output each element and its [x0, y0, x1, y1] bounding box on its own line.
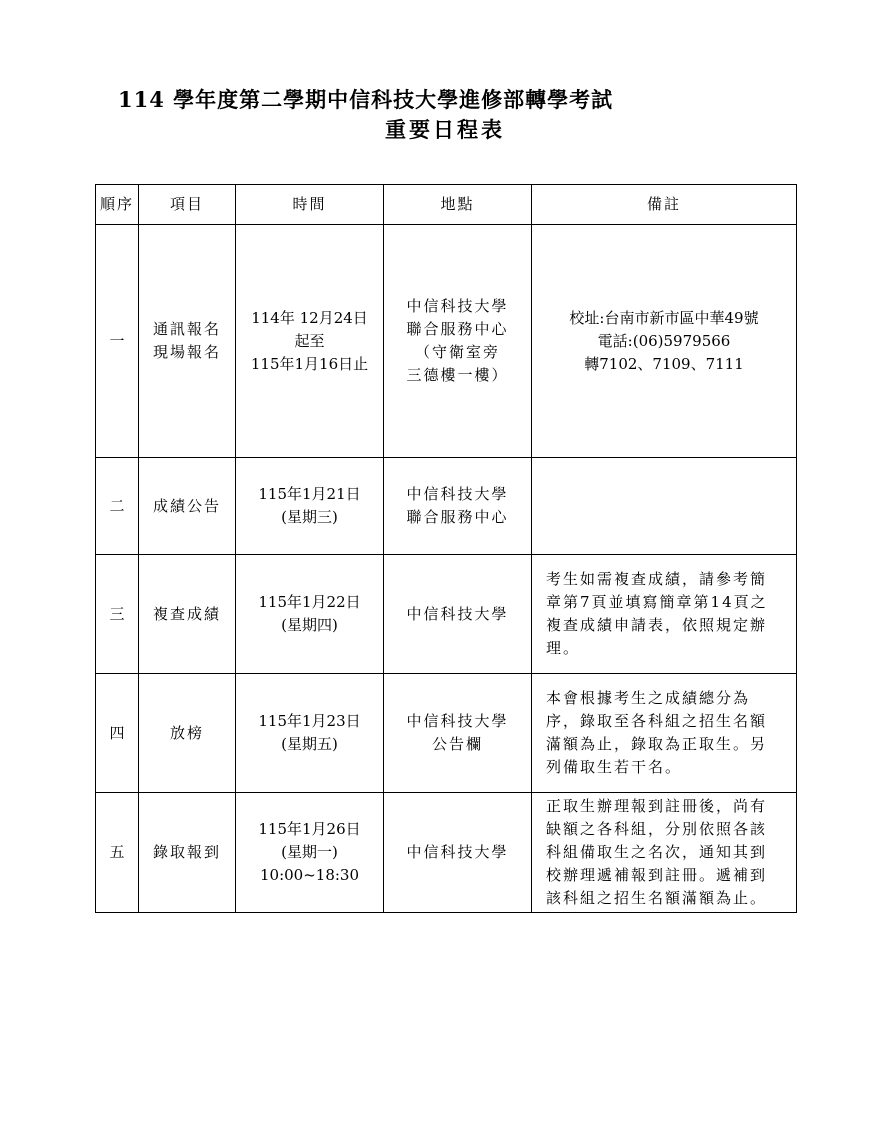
note-cell-line: 校址:台南市新市區中華49號 — [569, 308, 759, 327]
item-cell-line: 通訊報名 — [152, 320, 221, 338]
note-cell-line: 缺額之各科組，分別依照各該 — [546, 820, 768, 838]
item-cell — [139, 674, 236, 793]
schedule-table — [95, 184, 797, 913]
item-cell — [139, 225, 236, 458]
note-cell-line: 該科組之招生名額滿額為止。 — [546, 889, 768, 907]
document-subtitle: 重要日程表 — [385, 117, 505, 142]
place-cell — [384, 674, 532, 793]
table-row — [96, 674, 797, 793]
time-cell — [236, 555, 384, 674]
item-cell-line: 複查成績 — [152, 604, 221, 623]
order-cell: 三 — [96, 555, 139, 674]
place-cell-line: 聯合服務中心 — [406, 320, 509, 338]
time-cell-line: 115年1月23日 — [258, 712, 361, 730]
table-row — [96, 555, 797, 674]
item-cell — [139, 793, 236, 913]
place-cell — [384, 225, 532, 458]
table-row — [96, 793, 797, 913]
place-cell-line: 三德樓一樓） — [406, 366, 509, 384]
order-cell: 五 — [96, 793, 139, 913]
time-cell-line: (星期四) — [281, 616, 338, 634]
note-cell-line: 理。 — [546, 639, 581, 657]
place-cell — [384, 793, 532, 913]
time-cell-line: (星期五) — [281, 735, 338, 753]
place-cell-line: 中信科技大學 — [406, 843, 509, 861]
place-cell-line: 中信科技大學 — [406, 485, 509, 503]
note-cell-line: 序，錄取至各科組之招生名額 — [546, 712, 768, 730]
time-cell-line: 115年1月22日 — [258, 593, 361, 611]
note-cell-line: 校辦理遞補報到註冊。遞補到 — [546, 866, 768, 884]
place-cell — [384, 555, 532, 674]
order-cell: 四 — [96, 674, 139, 793]
note-cell-line: 複查成績申請表，依照規定辦 — [546, 616, 768, 634]
note-cell-line: 科組備取生之名次，通知其到 — [546, 843, 768, 861]
note-cell — [532, 555, 797, 674]
note-cell-line: 轉7102、7109、7111 — [584, 354, 744, 373]
item-cell-line: 成績公告 — [152, 496, 221, 515]
note-cell — [532, 793, 797, 913]
note-cell — [532, 225, 797, 458]
header-note: 備註 — [532, 185, 797, 225]
order-cell: 一 — [96, 225, 139, 458]
item-cell-line: 現場報名 — [152, 343, 221, 361]
document-title: 114 學年度第二學期中信科技大學進修部轉學考試 — [118, 87, 614, 112]
time-cell-line: (星期三) — [281, 508, 338, 526]
place-cell-line: 聯合服務中心 — [406, 508, 509, 526]
header-item: 項目 — [139, 185, 236, 225]
header-place: 地點 — [384, 185, 532, 225]
time-cell — [236, 225, 384, 458]
item-cell-line: 放榜 — [169, 723, 204, 742]
place-cell — [384, 458, 532, 555]
place-cell-line: 中信科技大學 — [406, 604, 509, 623]
note-cell — [532, 674, 797, 793]
time-cell-line: 115年1月21日 — [258, 485, 361, 503]
item-cell — [139, 458, 236, 555]
place-cell-line: （守衛室旁 — [414, 343, 500, 361]
header-time: 時間 — [236, 185, 384, 225]
time-cell — [236, 458, 384, 555]
note-cell-line: 滿額為止，錄取為正取生。另 — [546, 735, 768, 753]
note-cell-line: 正取生辦理報到註冊後，尚有 — [546, 797, 768, 815]
note-cell-line: 列備取生若干名。 — [546, 758, 683, 776]
note-cell-line: 本會根據考生之成績總分為 — [546, 689, 751, 707]
item-cell — [139, 555, 236, 674]
time-cell-line: 115年1月16日止 — [250, 354, 369, 373]
place-cell-line: 中信科技大學 — [406, 712, 509, 730]
time-cell-line: (星期一) — [281, 843, 338, 861]
table-row — [96, 458, 797, 555]
time-cell-line: 10:00~18:30 — [259, 866, 360, 884]
note-cell-line: 考生如需複查成績，請參考簡 — [546, 570, 768, 588]
time-cell — [236, 674, 384, 793]
order-cell: 二 — [96, 458, 139, 555]
place-cell-line: 公告欄 — [431, 735, 483, 753]
table-header-row — [96, 185, 797, 225]
time-cell — [236, 793, 384, 913]
place-cell-line: 中信科技大學 — [406, 297, 509, 315]
note-cell-line: 電話:(06)5979566 — [597, 331, 731, 350]
time-cell-line: 起至 — [294, 331, 325, 350]
table-row — [96, 225, 797, 458]
time-cell-line: 115年1月26日 — [258, 820, 361, 838]
header-order: 順序 — [96, 185, 139, 225]
time-cell-line: 114年 12月24日 — [251, 308, 368, 327]
item-cell-line: 錄取報到 — [152, 843, 221, 861]
note-cell-line: 章第7頁並填寫簡章第14頁之 — [546, 593, 768, 611]
note-cell — [532, 458, 797, 555]
